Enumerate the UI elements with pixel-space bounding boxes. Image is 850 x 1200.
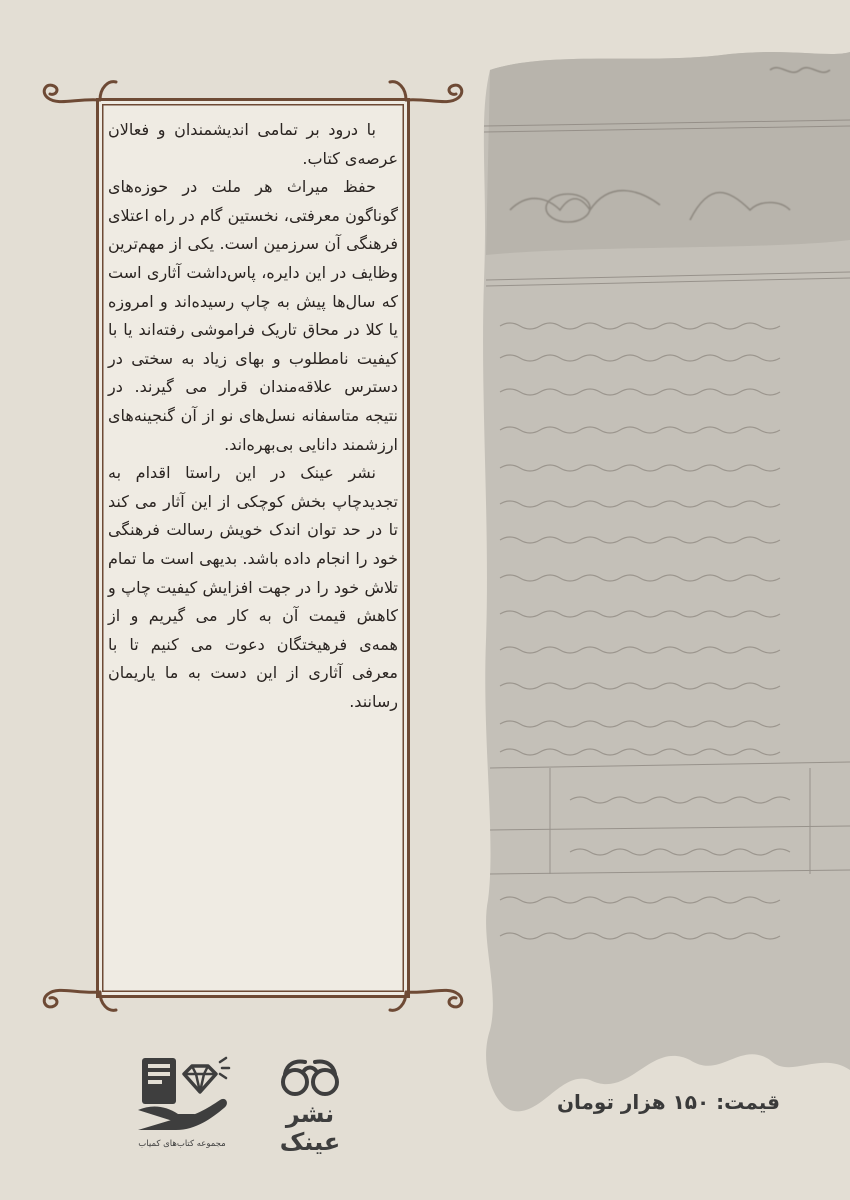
publisher-logo [252, 1058, 368, 1156]
publisher-name: نشر عینک [279, 1100, 341, 1156]
intro-paragraph-heritage: حفظ میراث هر ملت در حوزه‌های گوناگون معرفتی، نخستین گام در راه اعتلای فرهنگی آن سرزمین است. یکی از مهم‌ترین وظایف در این دایره، پاس‌داشت آثاری است که سال‌ها پیش به چاپ رسیده‌اند و امروزه یا کلا در محاق تاریک فراموشی رفته‌اند یا با کیفیت نامطلوب و بهای زیاد به سختی در دسترس علاقه‌مندان قرار می گیرند. در نتیجه متاسفانه نسل‌های نو از آن گنجینه‌های ارزشمند دانایی بی‌بهره‌اند. [108, 177, 398, 454]
collection-name: مجموعه کتاب‌های کمیاب [138, 1139, 226, 1149]
intro-paragraph-greeting: با درود بر تمامی اندیشمندان و فعالان عرصه‌ی کتاب. [108, 120, 398, 168]
price-label [557, 1090, 780, 1114]
price-value: ۱۵۰ هزار تومان [556, 1090, 710, 1114]
scroll-flourish-icon [388, 76, 468, 116]
intro-paragraph-mission: نشر عینک در این راستا اقدام به تجدیدچاپ بخش کوچکی از این آثار می کند تا در حد توان اندک خویش رسالت فرهنگی خود را انجام داده باشد. بدیهی است ما تمام تلاش خود را در جهت افزایش کیفیت چاپ و کاهش قیمت آن به کار می گیریم و از همه‌ی فرهیختگان دعوت می کنیم تا با معرفی آثاری از این دست به ما یاریمان رسانند. [108, 463, 398, 711]
manuscript-background [470, 40, 850, 1150]
collection-logo [128, 1052, 236, 1152]
price-prefix: قیمت: [716, 1090, 780, 1114]
intro-text [108, 116, 398, 986]
scroll-flourish-icon [388, 976, 468, 1016]
eyeglasses-icon [275, 1058, 345, 1098]
book-hand-diamond-icon [132, 1052, 232, 1134]
scroll-flourish-icon [38, 76, 118, 116]
scroll-flourish-icon [38, 976, 118, 1016]
